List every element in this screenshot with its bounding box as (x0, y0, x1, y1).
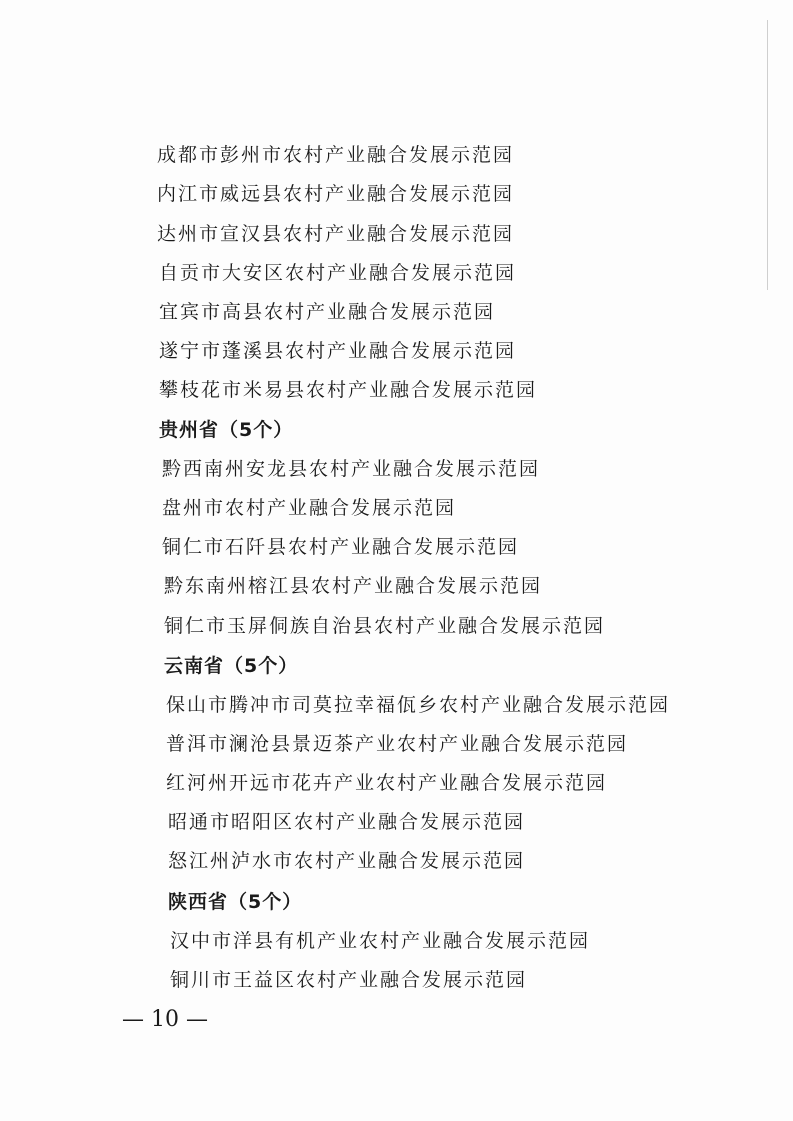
page-number: — 10 — (122, 1007, 208, 1032)
list-item: 黔西南州安龙县农村产业融合发展示范园 (162, 458, 541, 480)
list-item: 铜仁市石阡县农村产业融合发展示范园 (162, 536, 520, 558)
list-item: 铜川市王益区农村产业融合发展示范园 (170, 969, 528, 991)
list-item: 内江市威远县农村产业融合发展示范园 (157, 183, 515, 205)
list-item: 昭通市昭阳区农村产业融合发展示范园 (168, 811, 526, 833)
list-item: 红河州开远市花卉产业农村产业融合发展示范园 (166, 772, 608, 794)
list-item: 达州市宣汉县农村产业融合发展示范园 (157, 223, 515, 245)
list-item: 攀枝花市米易县农村产业融合发展示范园 (159, 379, 538, 401)
list-item: 铜仁市玉屏侗族自治县农村产业融合发展示范园 (164, 615, 606, 637)
province-heading: 贵州省（5个） (159, 419, 294, 441)
list-item: 怒江州泸水市农村产业融合发展示范园 (168, 850, 526, 872)
scan-edge-line (767, 20, 768, 290)
list-item: 黔东南州榕江县农村产业融合发展示范园 (164, 575, 543, 597)
list-item: 普洱市澜沧县景迈茶产业农村产业融合发展示范园 (166, 733, 629, 755)
list-item: 遂宁市蓬溪县农村产业融合发展示范园 (159, 340, 517, 362)
list-item: 自贡市大安区农村产业融合发展示范园 (159, 262, 517, 284)
list-item: 盘州市农村产业融合发展示范园 (162, 497, 457, 519)
list-item: 成都市彭州市农村产业融合发展示范园 (157, 144, 515, 166)
province-heading: 云南省（5个） (164, 655, 299, 677)
list-item: 汉中市洋县有机产业农村产业融合发展示范园 (170, 930, 591, 952)
list-item: 宜宾市高县农村产业融合发展示范园 (159, 301, 496, 323)
province-heading: 陕西省（5个） (168, 891, 303, 913)
list-item: 保山市腾冲市司莫拉幸福佤乡农村产业融合发展示范园 (166, 694, 671, 716)
